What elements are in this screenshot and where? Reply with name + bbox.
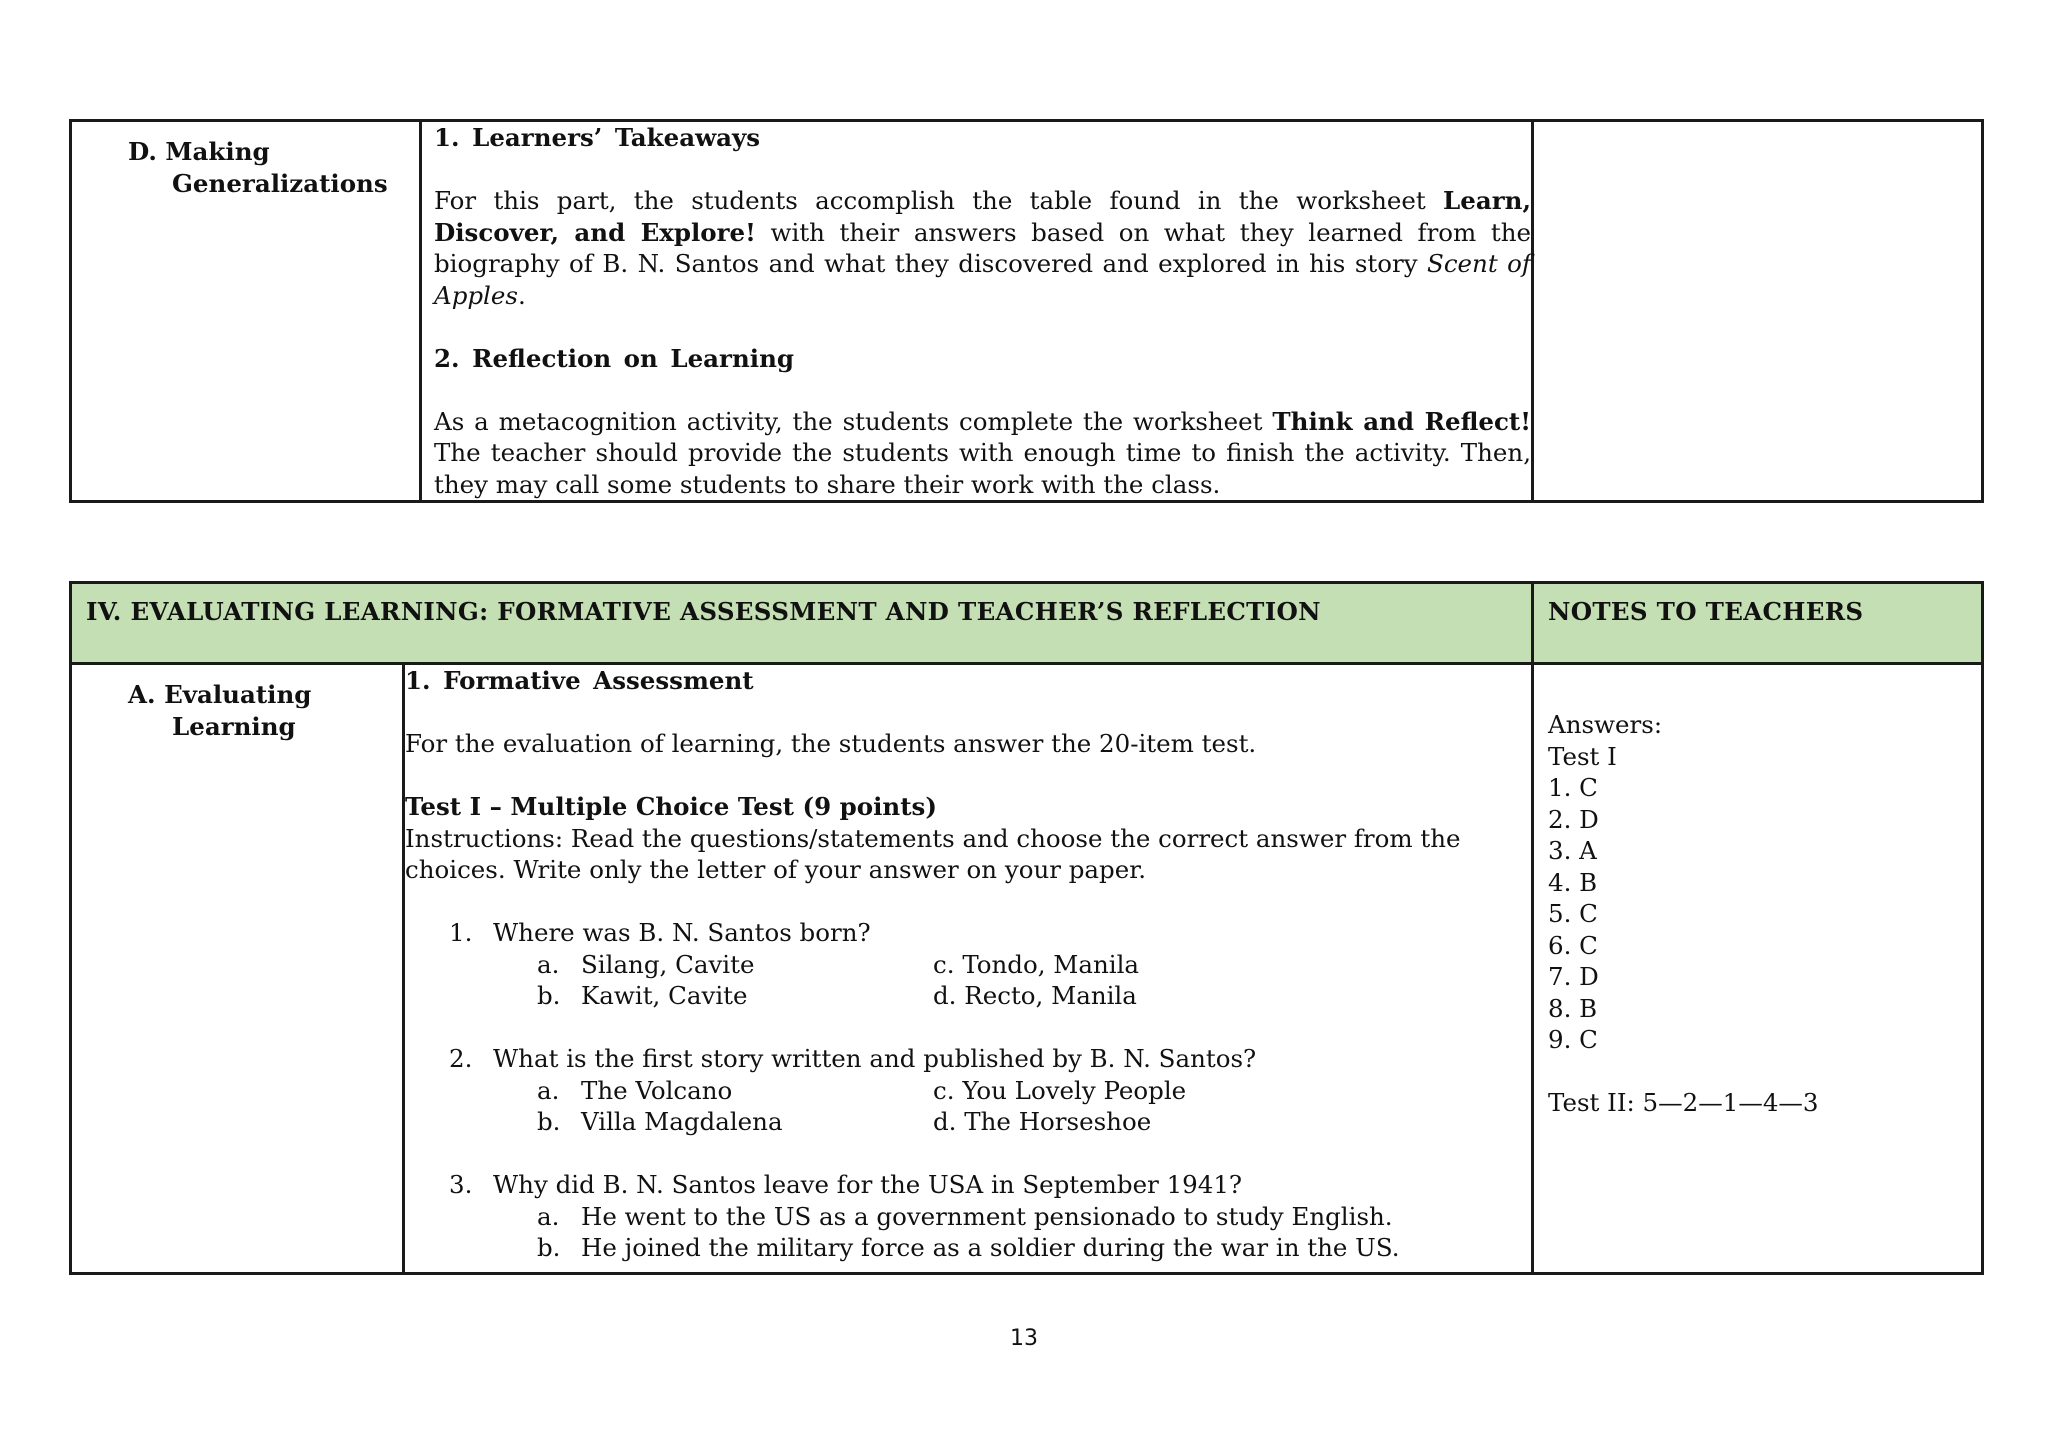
answer-key [1534, 665, 1981, 1119]
section-iv-header-cell [71, 583, 1533, 664]
test1-instructions: Instructions: Read the questions/statements and choose the correct answer from the choices. Write only the letter of your answer on your paper. [405, 823, 1461, 884]
section-iv-title: IV. EVALUATING LEARNING: FORMATIVE ASSESSMENT AND TEACHER’S REFLECTION [86, 597, 1321, 626]
test2-answer: Test II: 5—2—1—4—3 [1548, 1088, 1819, 1117]
question-item: 2. What is the first story written and published by B. N. Santos? a. The Volcano c. You Lovely People b. Villa Magdalena d. The Horseshoe [405, 1043, 1531, 1138]
section-d-notes-cell [1533, 121, 1983, 502]
answer-item: 9. C [1548, 1025, 1598, 1054]
reflection-heading: 2. Reflection on Learning [434, 343, 795, 373]
answer-item: 6. C [1548, 930, 1598, 960]
notes-header-cell [1533, 583, 1983, 664]
section-d-label-cell [71, 121, 421, 502]
worksheet-name: Learn, Discover, and Explore! [434, 186, 1531, 247]
section-d-content-cell [421, 121, 1533, 502]
learners-takeaways-text: For this part, the students accomplish the table found in the worksheet Learn, Discover, and Explore! with their answers based on what they learned from the biography of B. N. Santos and what they discovered and explored in his story Scent of Apples. [434, 186, 1531, 310]
answer-item: 8. B [1548, 993, 1598, 1023]
answer-item: 7. D [1548, 962, 1599, 991]
answer-item: 4. B [1548, 867, 1598, 897]
evaluating-label: A. Evaluating Learning [128, 680, 312, 741]
page-number: 13 [1010, 1326, 1038, 1351]
test1-label: Test I [1548, 741, 1617, 771]
answer-item: 2. D [1548, 804, 1599, 834]
option-row: a. The Volcano c. You Lovely People [537, 1075, 1187, 1105]
formative-assessment-intro: For the evaluation of learning, the students answer the 20-item test. [405, 729, 1257, 758]
answer-key-cell [1533, 664, 1983, 1274]
test1-title: Test I – Multiple Choice Test (9 points) [405, 792, 937, 821]
worksheet-name: Think and Reflect! [1272, 406, 1532, 436]
option-line: b. He joined the military force as a soldier during the war in the US. [537, 1233, 1400, 1262]
section-header-row [71, 583, 1983, 664]
option-row: b. Kawit, Cavite d. Recto, Manila [537, 981, 1137, 1010]
option-row: b. Villa Magdalena d. The Horseshoe [537, 1107, 1152, 1136]
reflection-text: As a metacognition activity, the students complete the worksheet Think and Reflect! The teacher should provide the students with enough time to finish the activity. Then, they may call some students to share their work with the class. [434, 406, 1532, 499]
evaluating-learning-table [69, 581, 1984, 1275]
learners-takeaways-heading: 1. Learners’ Takeaways [434, 123, 761, 152]
evaluating-label-cell [71, 664, 404, 1274]
answer-item: 1. C [1548, 773, 1598, 802]
evaluating-content-cell [404, 664, 1533, 1274]
formative-assessment-heading: 1. Formative Assessment [405, 666, 754, 695]
notes-to-teachers-title: NOTES TO TEACHERS [1548, 597, 1864, 626]
option-line: a. He went to the US as a government pensionado to study English. [537, 1201, 1393, 1231]
section-d-label: D. Making Generalizations [128, 137, 388, 198]
answer-item: 3. A [1548, 836, 1597, 865]
making-generalizations-table [69, 119, 1984, 503]
question-item: 1. Where was B. N. Santos born? a. Silang, Cavite c. Tondo, Manila b. Kawit, Cavite d. Recto, Manila [405, 917, 1531, 1012]
option-row: a. Silang, Cavite c. Tondo, Manila [537, 949, 1140, 979]
question-item: 3. Why did B. N. Santos leave for the USA in September 1941? a. He went to the US as a government pensionado to study English. b. He joined the military force as a soldier during the war in the US. [405, 1169, 1531, 1264]
answer-item: 5. C [1548, 899, 1598, 928]
story-title: Scent of Apples [434, 249, 1531, 310]
answers-label: Answers: [1548, 710, 1663, 739]
